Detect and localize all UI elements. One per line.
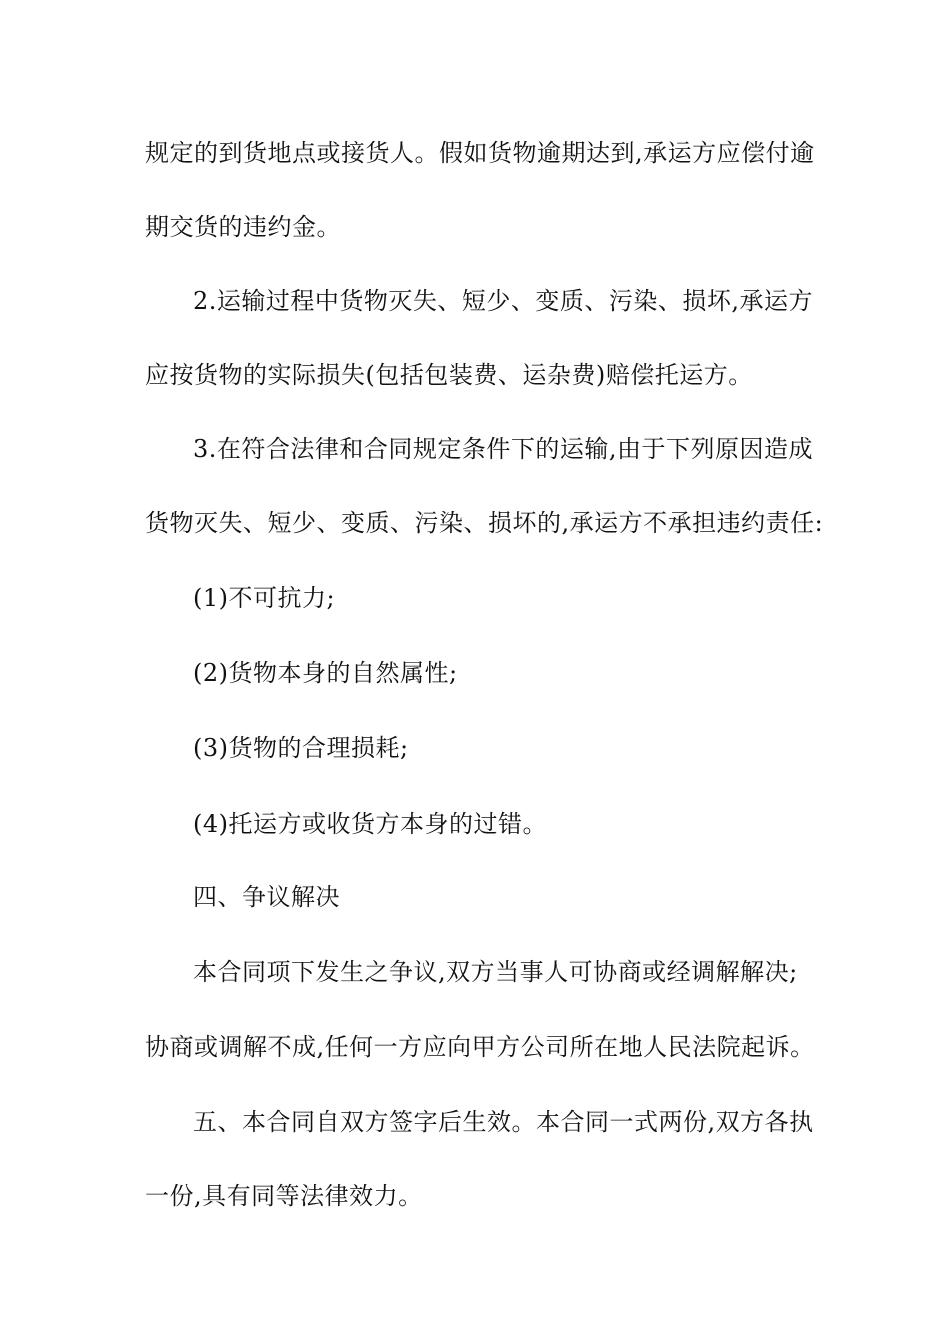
text-line: 货物灭失、短少、变质、污染、损坏的,承运方不承担违约责任: <box>145 509 824 537</box>
text-line: 五、本合同自双方签字后生效。本合同一式两份,双方各执 <box>193 1108 814 1136</box>
text-line: 一份,具有同等法律效力。 <box>145 1182 423 1210</box>
list-item: (2)货物本身的自然属性; <box>193 659 458 687</box>
list-item: (4)托运方或收货方本身的过错。 <box>193 810 547 838</box>
text-line: 期交货的违约金。 <box>145 213 341 241</box>
list-item: (3)货物的合理损耗; <box>193 734 409 762</box>
section-heading: 四、争议解决 <box>193 883 340 911</box>
text-line: 规定的到货地点或接货人。假如货物逾期达到,承运方应偿付逾 <box>145 139 815 167</box>
list-item: (1)不可抗力; <box>193 584 336 612</box>
text-line: 协商或调解不成,任何一方应向甲方公司所在地人民法院起诉。 <box>145 1033 815 1061</box>
text-line: 3.在符合法律和合同规定条件下的运输,由于下列原因造成 <box>193 435 814 463</box>
text-line: 应按货物的实际损失(包括包装费、运杂费)赔偿托运方。 <box>145 361 753 389</box>
text-line: 2.运输过程中货物灭失、短少、变质、污染、损坏,承运方 <box>193 287 814 315</box>
text-line: 本合同项下发生之争议,双方当事人可协商或经调解解决; <box>193 958 798 986</box>
